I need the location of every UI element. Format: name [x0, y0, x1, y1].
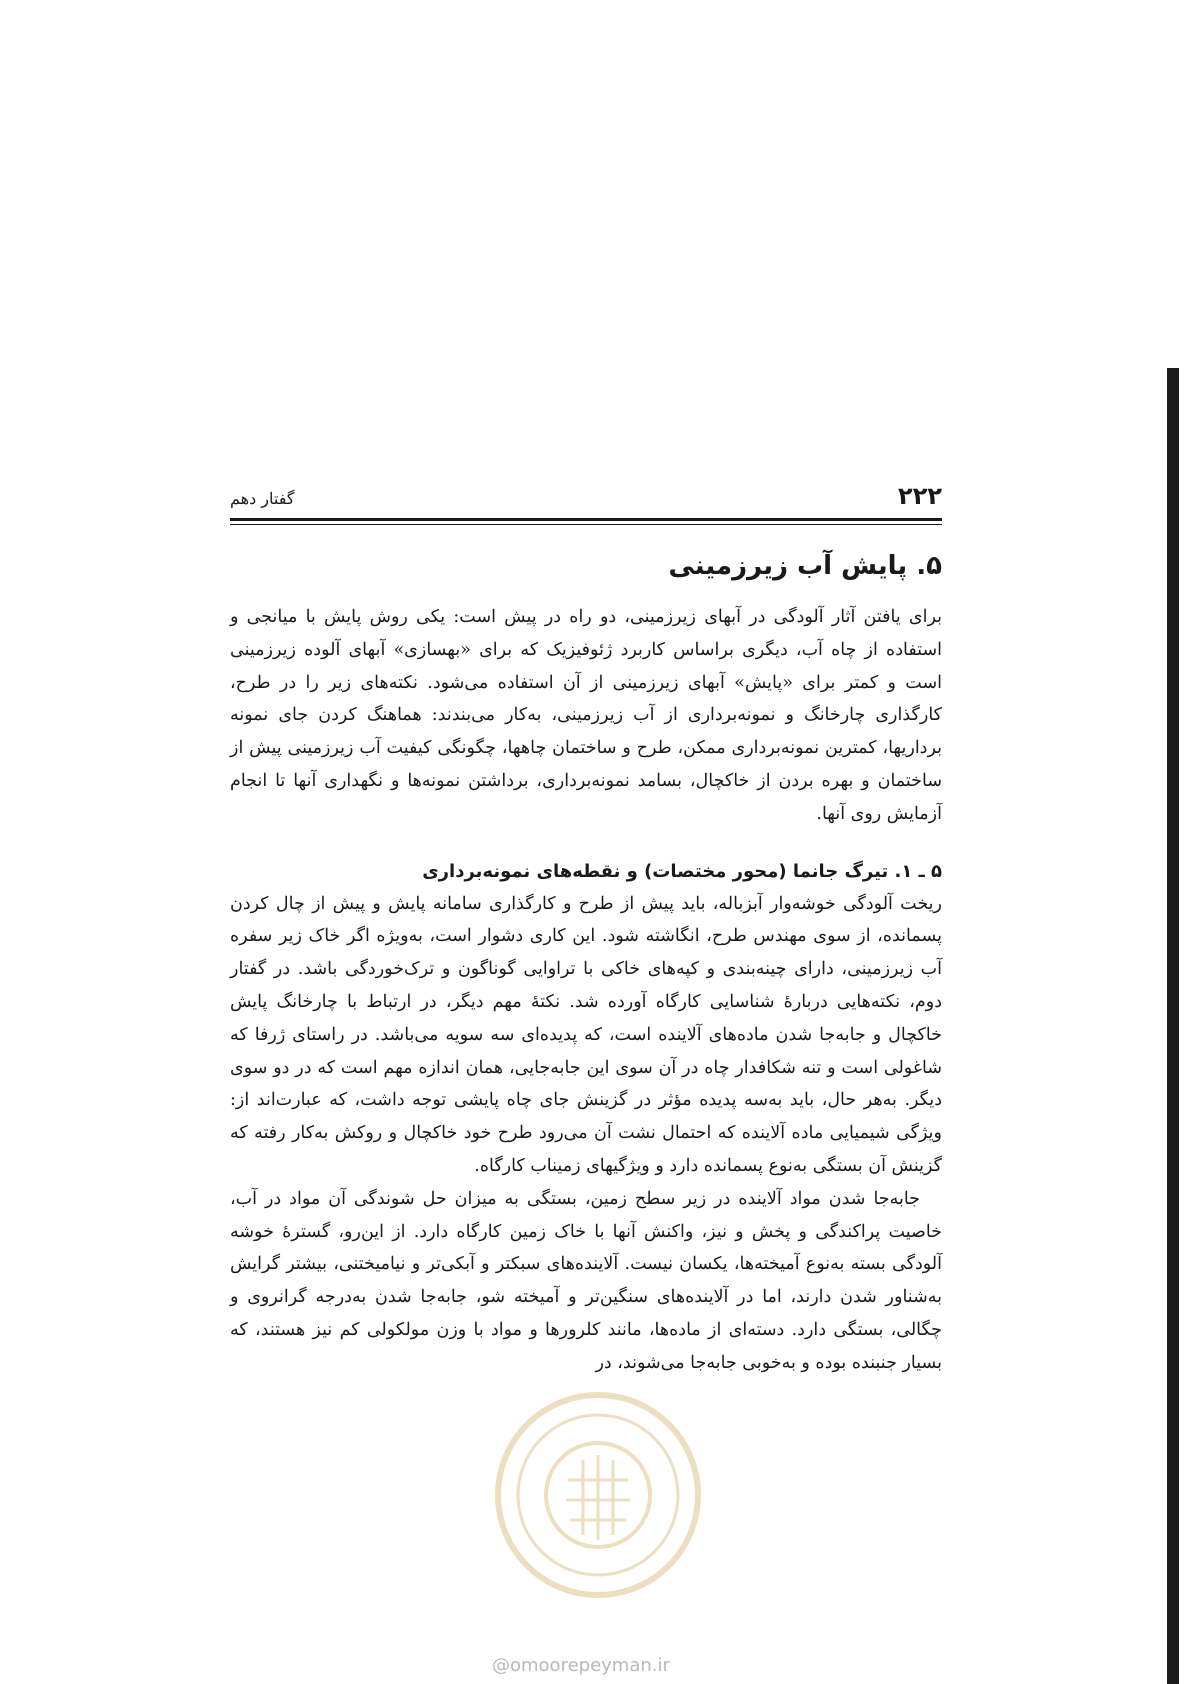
subsection-paragraph-1: ریخت آلودگی خوشه‌وار آبزباله، باید پیش از طرح و کارگذاری سامانه پایش و پیش از چال کردن پسمانده، از سوی مهندس طرح، انگاشته شود. این کاری دشوار است، به‌ویژه اگر خاک زیر سفره آب زیرزمینی، دارای چینه‌بندی و کپه‌های خاکی با تراوایی گوناگون و ترک‌خوردگی باشد. در گفتار دوم، نکته‌هایی دربارهٔ شناسایی کارگاه آورده شد. نکتهٔ مهم دیگر، در ارتباط با چارخانگ پایش خاکچال و جابه‌جا شدن ماده‌های آلاینده است، که پدیده‌ای سه سویه می‌باشد. در راستای ژرفا که شاغولی است و تنه شکافدار چاه در آن سوی این جابه‌جایی، همان اندازه مهم است که در دو سوی دیگر. به‌هر حال، باید به‌سه پدیده مؤثر در گزینش جای چاه پایشی توجه داشت، که عبارت‌اند از: ویژگی شیمیایی ماده آلاینده که احتمال نشت آن می‌رود طرح خود خاکچال و روکش به‌کار رفته که گزینش آن بستگی به‌نوع پسمانده دارد و ویژگیهای زمیناب کارگاه.	[230, 893, 942, 1176]
watermark-seal-icon	[488, 1385, 708, 1605]
running-head	[230, 470, 942, 510]
chapter-name: گفتار دهم	[230, 489, 295, 508]
header-rule-thin	[230, 524, 942, 525]
page-edge-bar	[1167, 368, 1179, 1684]
section-heading: ۵. پایش آب زیرزمینی	[668, 551, 942, 581]
section-paragraph: برای یافتن آثار آلودگی در آبهای زیرزمینی، دو راه در پیش است: یکی روش پایش با میانجی و استفاده از چاه آب، دیگری براساس کاربرد ژئوفیزیک که برای «بهسازی» آبهای آلوده زیرزمینی است و کمتر برای «پایش» آبهای زیرزمینی از آن استفاده می‌شود. نکته‌های زیر را در طرح، کارگذاری چارخانگ و نمونه‌برداری از آب زیرزمینی، به‌کار می‌بندند: هماهنگ کردن جای نمونه برداریها، کمترین نمونه‌برداری ممکن، طرح و ساختمان چاهها، چگونگی کیفیت آب زیرزمینی پیش از ساختمان و بهره بردن از خاکچال، بسامد نمونه‌برداری، برداشتن نمونه‌ها و نگهداری آنها تا انجام آزمایش روی آنها.	[230, 607, 942, 824]
subsection-heading: ۵ ـ ۱. تیرگ جانما (محور مختصات) و نقطه‌های نمونه‌برداری	[422, 860, 942, 882]
header-rule-thick	[230, 518, 942, 521]
subsection-paragraph-2: جابه‌جا شدن مواد آلاینده در زیر سطح زمین، بستگی به میزان حل شوندگی آن مواد در آب، خاصیت پراکندگی و پخش و نیز، واکنش آنها با خاک زمین کارگاه دارد. از این‌رو، گسترهٔ خوشه آلودگی بسته به‌نوع آمیخته‌ها، یکسان نیست. آلاینده‌های سبکتر و آبکی‌تر و نیامیختنی، بیشتر گرایش به‌شناور شدن دارند، اما در آلاینده‌های سنگین‌تر و آمیخته شو، جابه‌جا شدن به‌درجه گرانروی و چگالی، بستگی دارد. دسته‌ای از ماده‌ها، مانند کلرورها و مواد با وزن مولکولی کم نیز هستند، که بسیار جنبنده بوده و به‌خوبی جابه‌جا می‌شوند، در	[230, 1188, 942, 1373]
page-content	[230, 470, 942, 1380]
watermark-text: @omoorepeyman.ir	[492, 1655, 670, 1676]
page-number: ۲۲۲	[898, 482, 942, 510]
